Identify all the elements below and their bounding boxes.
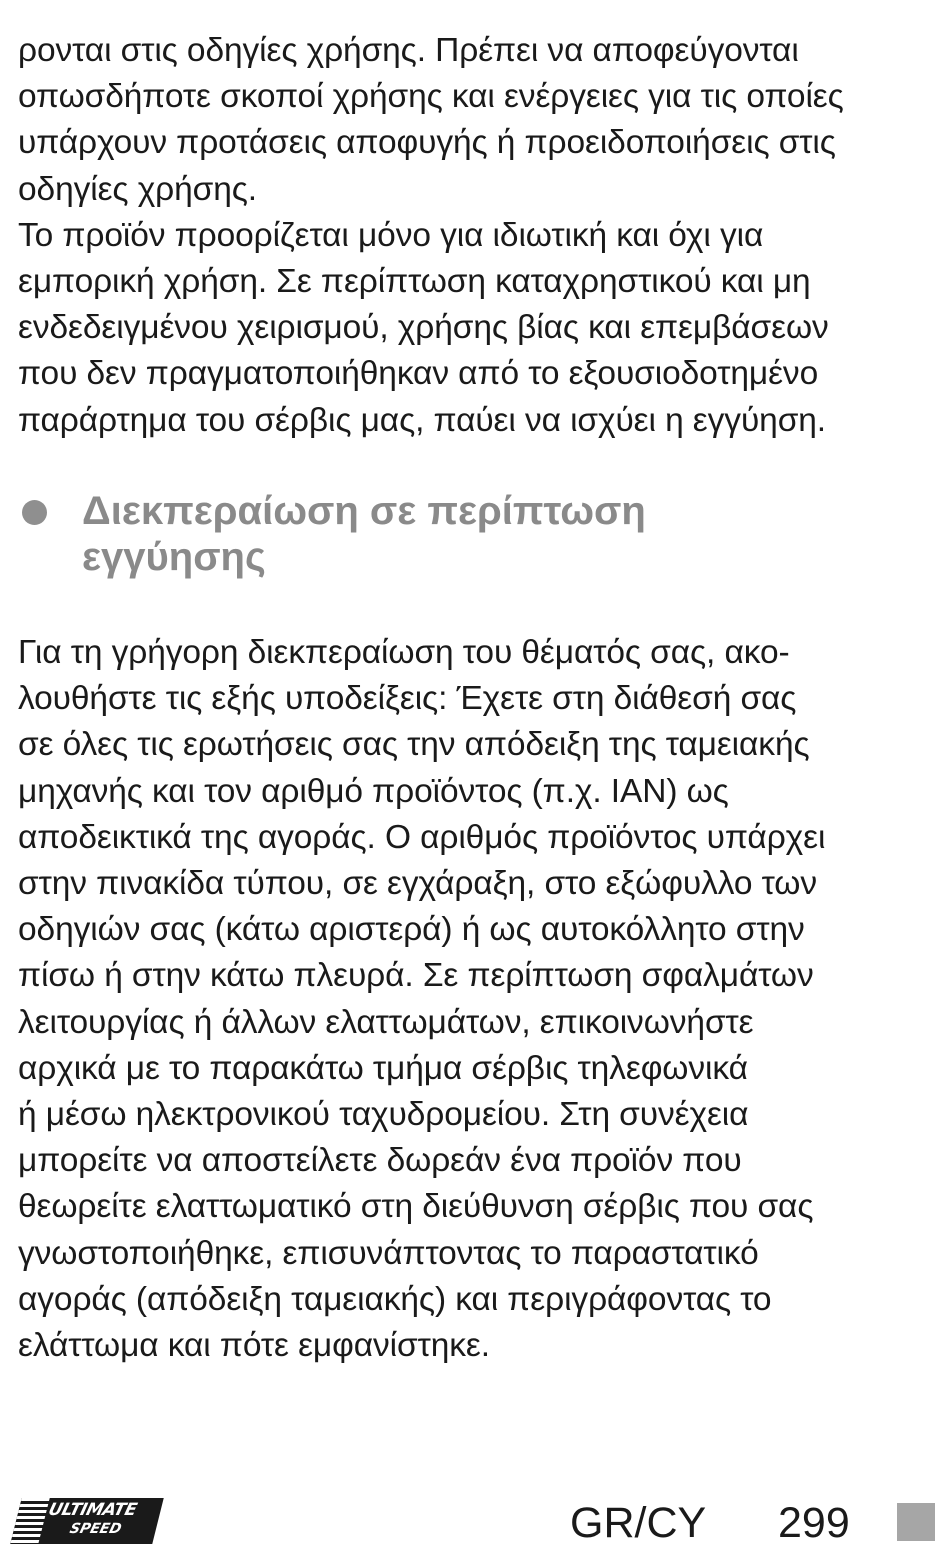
text-line: λουθήστε τις εξής υποδείξεις: Έχετε στη διάθεσή σας <box>18 680 797 718</box>
text-line: στην πινακίδα τύπου, σε εγχάραξη, στο εξώφυλλο των <box>18 865 817 903</box>
text-line: μπορείτε να αποστείλετε δωρεάν ένα προϊόν που <box>18 1142 742 1180</box>
text-line: Για τη γρήγορη διεκπεραίωση του θέματός σας, ακο- <box>18 634 790 671</box>
section-title <box>82 488 646 580</box>
text-line: οπωσδήποτε σκοποί χρήσης και ενέργειες για τις οποίες <box>18 78 844 116</box>
page-footer <box>0 1490 950 1560</box>
text-line: υπάρχουν προτάσεις αποφυγής ή προειδοποιήσεις στις <box>18 124 836 162</box>
text-line: παράρτημα του σέρβις μας, παύει να ισχύει η εγγύηση. <box>18 401 827 439</box>
text-line: αρχικά με το παρακάτω τμήμα σέρβις τηλεφωνικά <box>18 1049 748 1087</box>
section-title-line: εγγύησης <box>82 535 266 579</box>
warranty-procedure-paragraph <box>18 630 943 1369</box>
page-marker-square <box>897 1503 935 1541</box>
ultimate-speed-logo <box>10 1498 163 1544</box>
text-line: αγοράς (απόδειξη ταμειακής) και περιγράφοντας το <box>18 1280 772 1318</box>
page-number: 299 <box>778 1499 850 1547</box>
logo-speed-stripes <box>10 1498 49 1544</box>
section-title-line: Διεκπεραίωση σε περίπτωση <box>82 489 646 533</box>
text-line: ρονται στις οδηγίες χρήσης. Πρέπει να αποφεύγονται <box>18 32 799 69</box>
text-line: που δεν πραγματοποιήθηκαν από το εξουσιοδοτημένο <box>18 355 819 393</box>
text-line: οδηγιών σας (κάτω αριστερά) ή ως αυτοκόλλητο στην <box>18 911 805 949</box>
text-line: εμπορική χρήση. Σε περίπτωση καταχρηστικού και μη <box>18 263 811 301</box>
text-line: μηχανής και τον αριθμό προϊόντος (π.χ. IAN) ως <box>18 772 729 810</box>
logo-sub-text: SPEED <box>68 1521 124 1537</box>
language-code: GR/CY <box>570 1499 707 1547</box>
text-line: ενδεδειγμένου χειρισμού, χρήσης βίας και επεμβάσεων <box>18 309 829 347</box>
text-line: γνωστοποιήθηκε, επισυνάπτοντας το παραστατικό <box>18 1234 759 1272</box>
text-line: αποδεικτικά της αγοράς. Ο αριθμός προϊόντος υπάρχει <box>18 818 826 856</box>
text-line: οδηγίες χρήσης. <box>18 170 258 208</box>
text-line: λειτουργίας ή άλλων ελαττωμάτων, επικοινωνήστε <box>18 1003 754 1041</box>
bullet-dot-icon <box>22 500 47 525</box>
text-line: θεωρείτε ελαττωματικό στη διεύθυνση σέρβις που σας <box>18 1188 814 1226</box>
text-line: ή μέσω ηλεκτρονικού ταχυδρομείου. Στη συνέχεια <box>18 1096 749 1134</box>
text-line: σε όλες τις ερωτήσεις σας την απόδειξη της ταμειακής <box>18 726 810 764</box>
logo-main-text: ULTIMATE <box>46 1500 139 1520</box>
warranty-paragraph-1 <box>18 28 943 444</box>
text-line: Το προϊόν προορίζεται μόνο για ιδιωτική και όχι για <box>18 216 764 254</box>
text-line: πίσω ή στην κάτω πλευρά. Σε περίπτωση σφαλμάτων <box>18 957 814 995</box>
text-line: ελάττωμα και πότε εμφανίστηκε. <box>18 1327 490 1365</box>
